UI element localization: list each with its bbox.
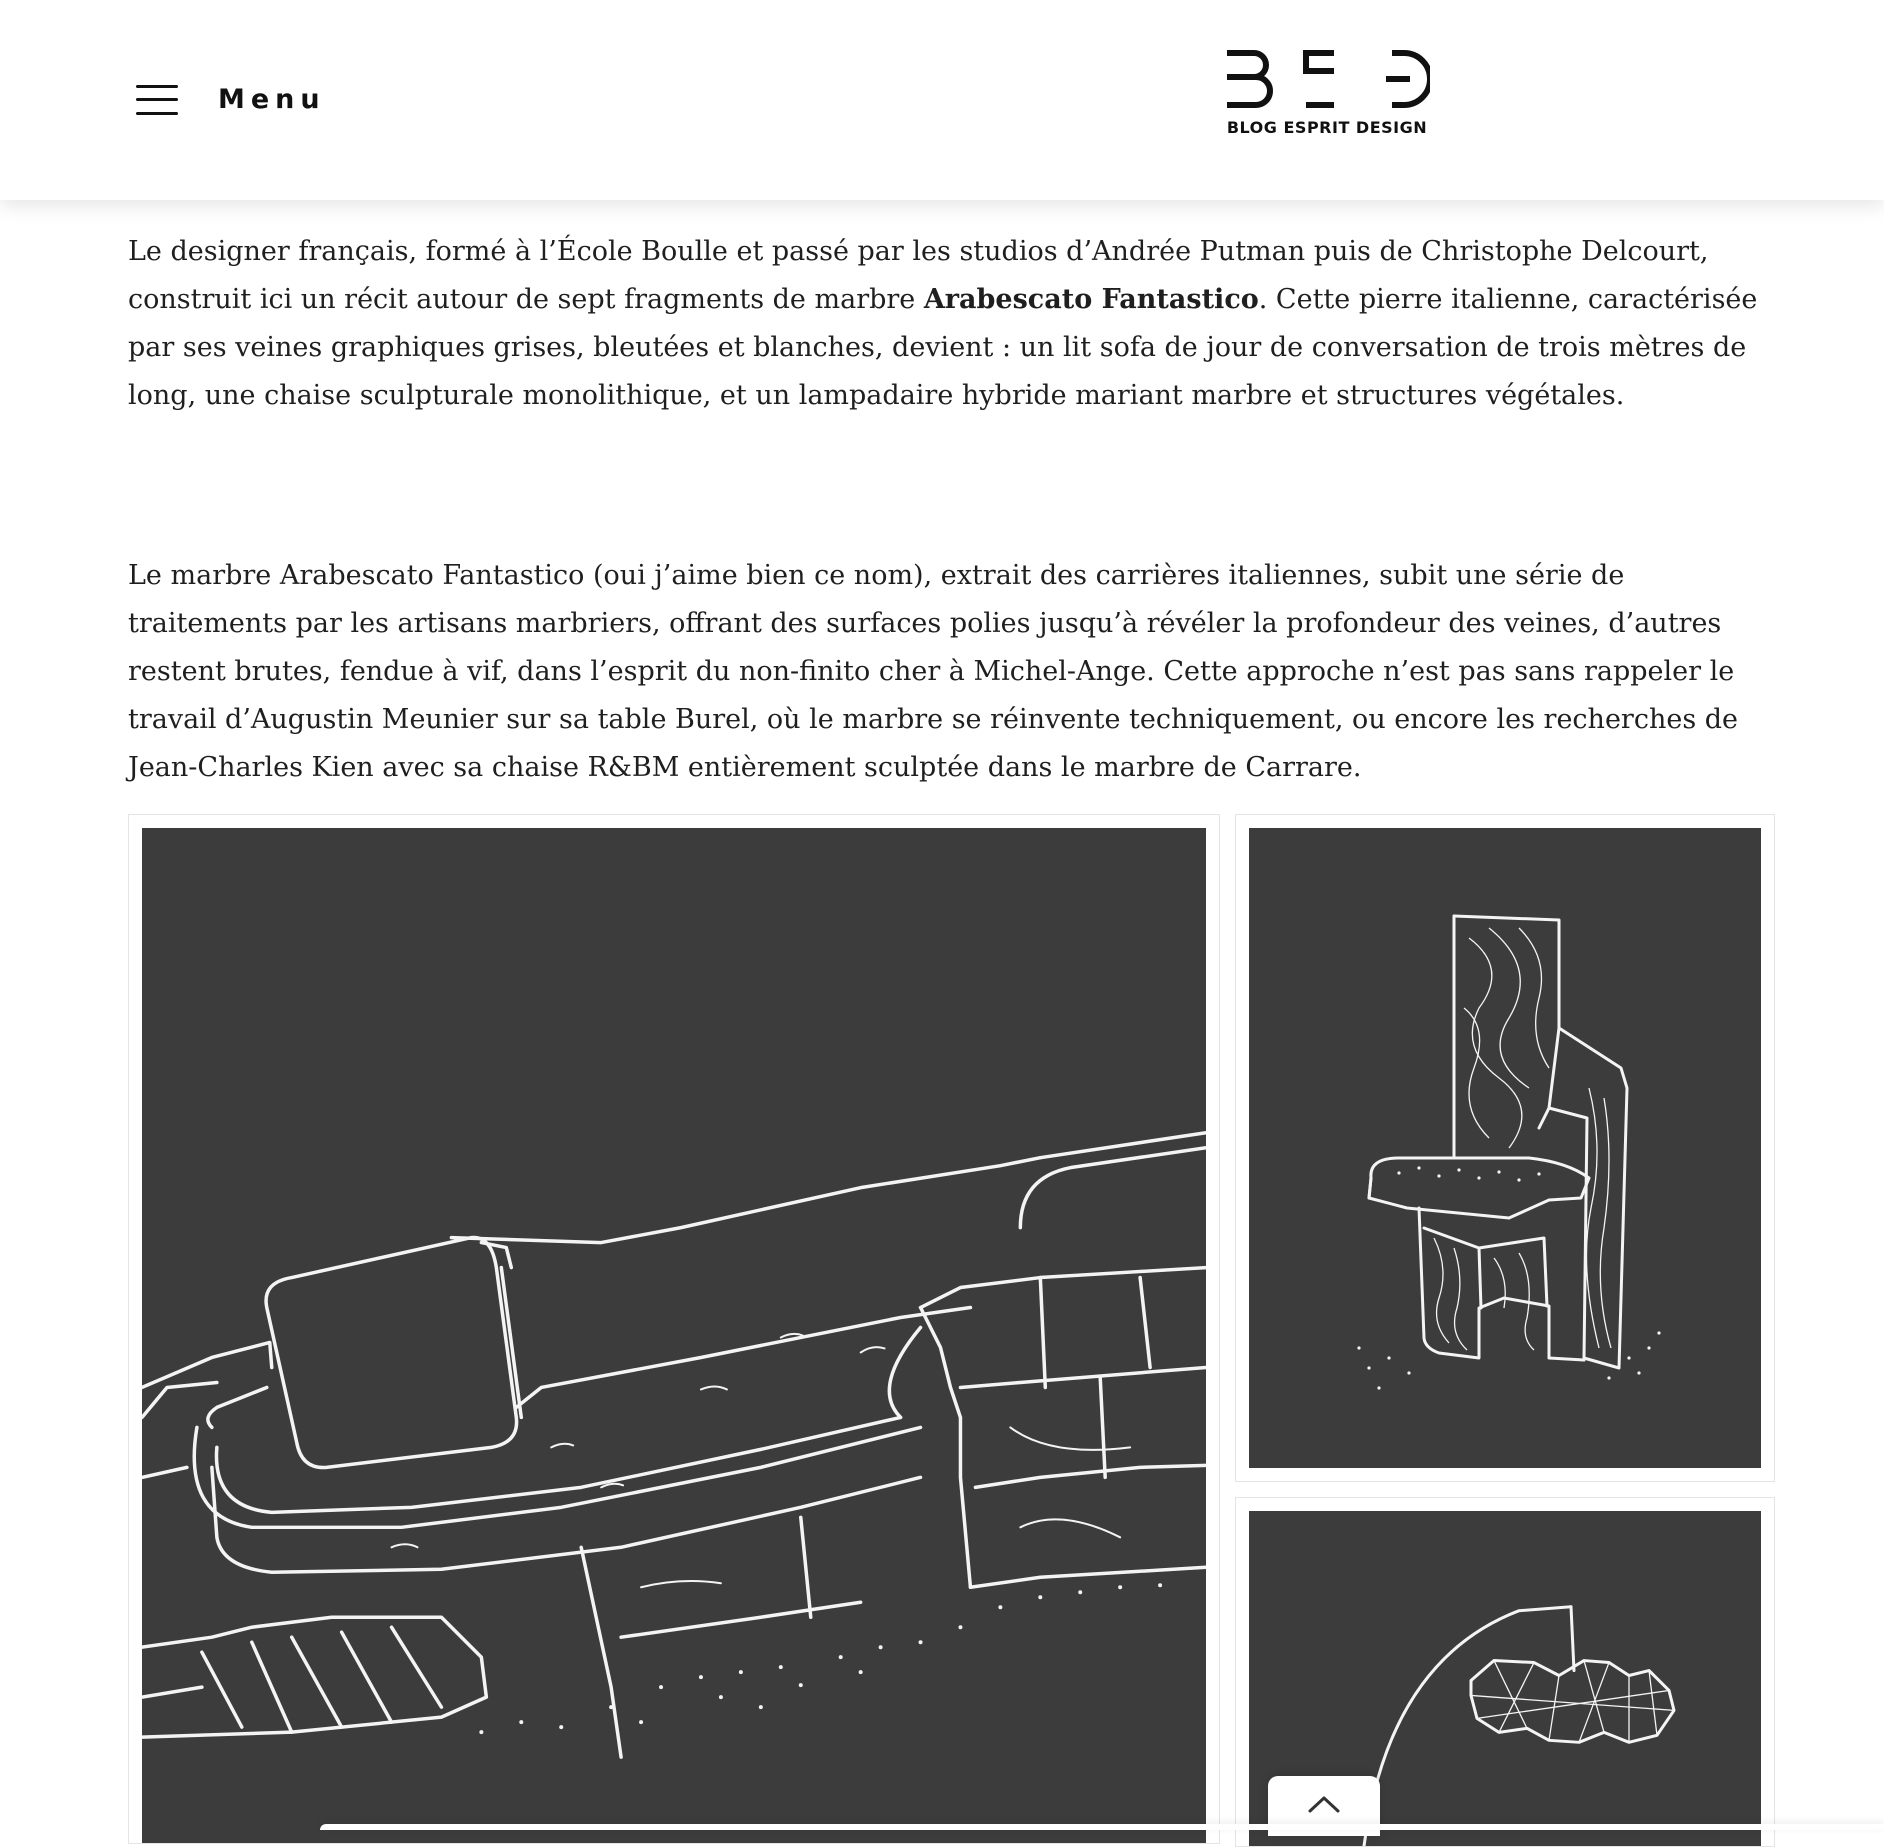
paragraph-1-text-end: . Cette pierre italienne, caractérisée par ses veines graphiques grises, bleutées et blanches, devient : un lit sofa de jour de conversation de trois mètres de long, une chaise sculpturale monolithique, et un lampadaire hybride mariant marbre et structures végétales. bbox=[128, 284, 1758, 411]
chair-sketch bbox=[1249, 828, 1761, 1468]
hamburger-icon[interactable] bbox=[136, 85, 178, 115]
logo-text: BLOG ESPRIT DESIGN bbox=[1226, 118, 1428, 137]
article-body bbox=[128, 228, 1776, 792]
gallery-image-chair[interactable] bbox=[1235, 814, 1775, 1482]
site-logo[interactable] bbox=[1224, 50, 1430, 137]
sofa-sketch bbox=[142, 828, 1206, 1843]
gallery-image-sofa[interactable] bbox=[128, 814, 1220, 1844]
paragraph-1 bbox=[128, 228, 1776, 420]
site-header bbox=[0, 0, 1884, 200]
image-gallery bbox=[128, 814, 1774, 1834]
bottom-bar bbox=[320, 1824, 1884, 1830]
paragraph-1-text-start: Le designer français, formé à l’École Boulle et passé par les studios d’Andrée Putman puis de Christophe Delcourt, construit ici un récit autour de sept fragments de marbre bbox=[128, 236, 1709, 315]
marble-name-bold: Arabescato Fantastico bbox=[923, 284, 1259, 315]
menu-label[interactable]: Menu bbox=[218, 84, 326, 115]
chevron-up-icon bbox=[1307, 1794, 1341, 1814]
logo-bed-icon bbox=[1224, 50, 1430, 108]
paragraph-2: Le marbre Arabescato Fantastico (oui j’aime bien ce nom), extrait des carrières italiennes, subit une série de traitements par les artisans marbriers, offrant des surfaces polies jusqu’à révéler la profondeur des veines, d’autres restent brutes, fendue à vif, dans l’esprit du non-finito cher à Michel-Ange. Cette approche n’est pas sans rappeler le travail d’Augustin Meunier sur sa table Burel, où le marbre se réinvente techniquement, ou encore les recherches de Jean-Charles Kien avec sa chaise R&BM entièrement sculptée dans le marbre de Carrare. bbox=[128, 560, 1739, 783]
menu-button[interactable] bbox=[136, 84, 326, 115]
